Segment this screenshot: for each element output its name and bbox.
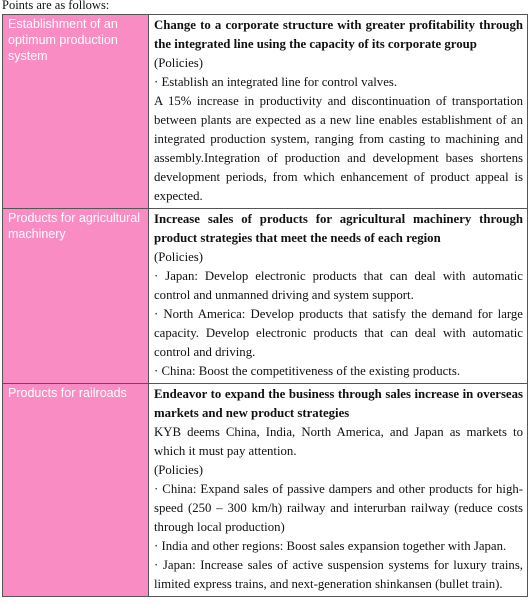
row-text: · China: Expand sales of passive dampers and other products for high-speed (250 – 300 km/h) railway and interurban railway (reduce costs through local production): [154, 482, 523, 534]
row-body: [149, 15, 528, 209]
row-text: · North America: Develop products that satisfy the demand for large capacity. Develop electronic products that can deal with automatic control and driving.: [154, 307, 523, 359]
row-body: [149, 209, 528, 384]
table-row: [3, 384, 528, 597]
row-text: (Policies): [154, 463, 204, 477]
row-body: [149, 384, 528, 597]
table-row: [3, 209, 528, 384]
intro-text: Points are as follows:: [2, 0, 110, 12]
row-heading: Change to a corporate structure with greater profitability through the integrated line using the capacity of its corporate group: [154, 18, 523, 51]
row-heading: Endeavor to expand the business through sales increase in overseas markets and new product strategies: [154, 387, 523, 420]
row-label: Products for railroads: [3, 384, 149, 597]
row-label: Products for agricultural machinery: [3, 209, 149, 384]
row-text: (Policies): [154, 250, 204, 264]
row-text: A 15% increase in productivity and discontinuation of transportation between plants are expected as a new line enables establishment of an integrated production system, ranging from casting to machining and assembly.Integration of production and development bases shortens development periods, from which enhancement of product appeal is expected.: [154, 94, 523, 203]
table-row: [3, 15, 528, 209]
row-text: (Policies): [154, 56, 204, 70]
row-label: Establishment of an optimum production system: [3, 15, 149, 209]
row-text: · Japan: Develop electronic products that can deal with automatic control and unmanned driving and system support.: [154, 269, 523, 302]
points-table: [2, 14, 528, 597]
row-text: · Japan: Increase sales of active suspension systems for luxury trains, limited express trains, and next-generation shinkansen (bullet train).: [154, 558, 523, 591]
row-text: · India and other regions: Boost sales expansion together with Japan.: [154, 539, 507, 553]
row-heading: Increase sales of products for agricultural machinery through product strategies that meet the needs of each region: [154, 212, 523, 245]
row-text: · Establish an integrated line for control valves.: [154, 75, 398, 89]
row-text: KYB deems China, India, North America, and Japan as markets to which it must pay attention.: [154, 425, 523, 458]
row-text: · China: Boost the competitiveness of the existing products.: [154, 364, 461, 378]
